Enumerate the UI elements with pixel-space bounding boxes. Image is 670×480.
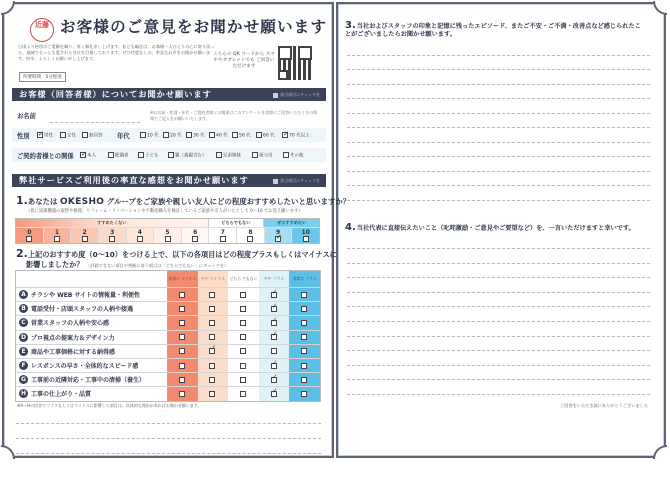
checkbox[interactable]: [168, 152, 174, 158]
check-note: 該当項目にチェックを: [273, 88, 320, 101]
age-label: 年代: [117, 133, 130, 140]
gender-option-no-answer[interactable]: 無回答: [82, 132, 103, 139]
checkbox[interactable]: [301, 377, 307, 383]
checkbox[interactable]: [209, 320, 215, 326]
question-1-note: （仮に設備機器の取替や修理、リフォーム・リノベーションや不動産購入を検討しているご家族や友人がいたとして 0〜10 でお答え願います）: [26, 209, 303, 214]
scale-cells: [16, 227, 319, 243]
answer-line[interactable]: [347, 185, 650, 186]
answer-line[interactable]: [16, 453, 321, 454]
letter-badge-icon: C: [19, 318, 28, 327]
scale-option-2[interactable]: 2: [71, 227, 99, 243]
checkbox[interactable]: [109, 236, 115, 242]
checkbox[interactable]: [271, 377, 277, 383]
question-4: 4.当社代表に直接伝えたいこと（叱咤激励・ご意見やご要望など）を、一言いただけますと幸いです。: [345, 222, 635, 233]
age-option-70s-plus[interactable]: ✓ 70 代以上: [282, 132, 310, 139]
checkbox[interactable]: [54, 236, 60, 242]
answer-line[interactable]: [347, 336, 650, 337]
checkbox[interactable]: [271, 292, 277, 298]
relation-option-other[interactable]: その他: [283, 152, 304, 159]
checkbox[interactable]: [301, 391, 307, 397]
gender-option-female[interactable]: 女性: [60, 132, 76, 139]
age-option-30s[interactable]: 30 代: [186, 132, 205, 139]
checkbox[interactable]: [240, 306, 246, 312]
checkbox[interactable]: [209, 391, 215, 397]
checkbox[interactable]: [271, 306, 277, 312]
answer-line[interactable]: [347, 98, 650, 99]
seal-stamp-icon: 近藤: [30, 18, 54, 42]
checkbox[interactable]: [240, 377, 246, 383]
scale-option-6[interactable]: 6: [182, 227, 210, 243]
section-title: お客様（回答者様）についてお聞かせ願います: [19, 89, 212, 99]
answer-line[interactable]: [347, 277, 650, 278]
checkbox[interactable]: [301, 292, 307, 298]
column-very-negative: 非常に マイナス: [167, 271, 198, 287]
checkbox[interactable]: [240, 292, 246, 298]
checkbox[interactable]: [179, 334, 185, 340]
checkbox[interactable]: [82, 236, 88, 242]
checkbox[interactable]: [26, 236, 32, 242]
age-option-10s[interactable]: 10 代: [140, 132, 159, 139]
answer-line[interactable]: [347, 292, 650, 293]
relation-label: ご契約者様との関係: [17, 153, 74, 160]
column-somewhat-positive: やや プラス: [259, 271, 290, 287]
checkbox[interactable]: [240, 363, 246, 369]
checkbox[interactable]: [179, 292, 185, 298]
checkbox[interactable]: [137, 236, 143, 242]
question-3: 3.当社およびスタッフの印象と記憶に残ったエピソード、またご不安・ご不満・改善点など感じられたことがございましたらお聞かせ願います。: [345, 20, 641, 38]
checkbox[interactable]: [186, 132, 192, 138]
checkbox[interactable]: [240, 348, 246, 354]
age-option-40s[interactable]: 40 代: [209, 132, 228, 139]
answer-line[interactable]: [347, 171, 650, 172]
checkbox[interactable]: [60, 132, 66, 138]
grid-header-row: [16, 271, 320, 287]
checkbox[interactable]: [216, 152, 222, 158]
checkbox[interactable]: [140, 132, 146, 138]
answer-line[interactable]: [347, 113, 650, 114]
answer-line[interactable]: [347, 263, 650, 264]
section-header-respondent: [12, 88, 326, 101]
relation-option-parent[interactable]: 親（義親含む）: [168, 152, 207, 159]
scale-option-5[interactable]: 5: [154, 227, 182, 243]
checkbox[interactable]: [283, 152, 289, 158]
checkbox[interactable]: [271, 348, 277, 354]
checkbox[interactable]: [282, 132, 288, 138]
scale-group-headers: [16, 219, 319, 227]
answer-line[interactable]: [347, 156, 650, 157]
scale-option-8[interactable]: 8: [237, 227, 265, 243]
checkbox[interactable]: [256, 132, 262, 138]
checkbox[interactable]: [179, 377, 185, 383]
checkbox[interactable]: [165, 236, 171, 242]
grid-row-g: G 工事前の近隣対応・工事中の清掃（養生） ✓: [16, 372, 320, 386]
column-neutral: どちら でもない: [228, 271, 259, 287]
checkbox[interactable]: [220, 236, 226, 242]
checkbox[interactable]: [240, 334, 246, 340]
checkbox[interactable]: [209, 363, 215, 369]
scale-option-10[interactable]: 10: [292, 227, 319, 243]
checkbox[interactable]: [179, 363, 185, 369]
scale-group-recommend: ぜひすすめたい: [264, 219, 319, 227]
answer-line[interactable]: [347, 55, 650, 56]
letter-badge-icon: H: [20, 390, 27, 398]
frame-corner: [653, 445, 667, 459]
answer-line[interactable]: [347, 321, 650, 322]
checkbox[interactable]: [301, 348, 307, 354]
checkbox[interactable]: [179, 391, 185, 397]
checkbox[interactable]: [252, 152, 258, 158]
checkbox[interactable]: [271, 391, 277, 397]
check-note: 該当項目にチェックを: [273, 174, 320, 187]
checkbox[interactable]: [108, 152, 114, 158]
checkbox[interactable]: [271, 363, 277, 369]
column-somewhat-negative: やや マイナス: [198, 271, 229, 287]
answer-line[interactable]: [347, 127, 650, 128]
checkbox[interactable]: [192, 236, 198, 242]
qr-code-icon[interactable]: [278, 46, 312, 80]
column-very-positive: 非常に プラス: [289, 271, 320, 287]
checkbox[interactable]: [209, 377, 215, 383]
checkbox[interactable]: [271, 334, 277, 340]
scale-group-not-recommend: すすめたくない: [16, 219, 209, 227]
frame-corner: [1, 1, 15, 15]
grid-row-d: D プロ視点の提案力＆デザイン力 ✓: [16, 330, 320, 344]
letter-badge-icon: E: [19, 347, 28, 356]
question-2: 2.上記のおすすめ度（0〜10）をつける上で、以下の各項目はどの程度プラスもしくはマイナスに 影響しましたか？ （評価できない項目や判断に迷う項目は「どちらでもない」にチェックを）: [16, 247, 337, 269]
impact-rating-grid: [15, 270, 321, 402]
scale-option-0[interactable]: 0: [16, 227, 44, 243]
checkbox[interactable]: [240, 391, 246, 397]
answer-line[interactable]: [347, 394, 650, 395]
frame-corner: [653, 1, 667, 15]
name-note: ※お名前・性別・年代・ご契約者様との関係はこのアンケートを実際にご回答いただく方の情報でご記入をお願いいたします。: [150, 110, 318, 121]
letter-badge-icon: G: [19, 375, 28, 384]
grid-row-a: A チラシや WEB サイトの情報量・利便性 ✓: [16, 287, 320, 301]
relation-option-child[interactable]: 子ども: [138, 152, 159, 159]
answer-line[interactable]: [16, 423, 321, 424]
grid-row-b: B 電話受付・店頭スタッフの人柄や接遇 ✓: [16, 301, 320, 315]
relation-option-self[interactable]: ✓ 本人: [80, 152, 96, 159]
time-required-badge: 所要時間 5分程度: [19, 72, 66, 82]
brand-name: OKESHO: [59, 197, 105, 207]
scale-option-7[interactable]: 7: [209, 227, 237, 243]
answer-line[interactable]: [347, 306, 650, 307]
answer-line[interactable]: [347, 142, 650, 143]
checkbox[interactable]: [301, 320, 307, 326]
checkbox[interactable]: [301, 306, 307, 312]
answer-line[interactable]: [16, 438, 321, 439]
intro-text: 日頃より格別のご愛顧を賜り、厚く御礼申し上げます。私ども嶋任は、お客様一人ひとりの心に寄り添った、地域でもっとも愛される会社を目指しております。ぜひ忖度なしの、率直なお声をお聞かせ願います。何卒、よろしくお願い申し上げます。: [18, 44, 215, 61]
age-option-60s[interactable]: 60 代: [256, 132, 275, 139]
scale-option-4[interactable]: 4: [127, 227, 155, 243]
age-option-50s[interactable]: 50 代: [232, 132, 251, 139]
checkbox[interactable]: [179, 320, 185, 326]
name-field[interactable]: [50, 122, 140, 123]
letter-badge-icon: D: [19, 333, 28, 342]
checkbox-icon: [273, 179, 278, 184]
checkbox[interactable]: [82, 132, 88, 138]
checkbox[interactable]: [271, 320, 277, 326]
checkbox[interactable]: [37, 132, 43, 138]
answer-line[interactable]: [347, 84, 650, 85]
checkbox[interactable]: [163, 132, 169, 138]
question-2-followup-note: ※A〜Hの回答でプラスもしくはマイナスに影響した項目は、具体的な理由があればお聞かせ願います。: [17, 403, 202, 408]
letter-badge-icon: B: [19, 304, 28, 313]
scale-option-3[interactable]: 3: [99, 227, 127, 243]
gender-option-male[interactable]: ✓ 男性: [37, 132, 53, 139]
grid-row-e: E 商品や工事価格に対する納得感 ✓: [16, 344, 320, 358]
checkbox[interactable]: [80, 152, 86, 158]
name-label: お名前: [17, 113, 36, 120]
checkbox[interactable]: [247, 236, 253, 242]
grid-row-f: F レスポンスの早さ・全体的なスピード感 ✓: [16, 358, 320, 372]
age-option-20s[interactable]: 20 代: [163, 132, 182, 139]
answer-line[interactable]: [347, 69, 650, 70]
answer-line[interactable]: [347, 350, 650, 351]
checkbox[interactable]: [138, 152, 144, 158]
qr-instructions: こちらの QR コードから スマホやタブレットでも ご回答いただけます: [213, 52, 275, 69]
scale-group-neutral: どちらでもない: [209, 219, 265, 227]
frame-corner: [1, 445, 15, 459]
question-1: 1.あなたは OKESHO グループをご家族や親しい友人にどの程度おすすめしたいと思いますか？: [16, 194, 351, 207]
checkbox[interactable]: [209, 292, 215, 298]
checkbox[interactable]: [275, 236, 281, 242]
section-title: 弊社サービスご利用後の率直な感想をお聞かせ願います: [19, 175, 249, 185]
checkbox[interactable]: [209, 132, 215, 138]
checkbox[interactable]: [301, 363, 307, 369]
thank-you-note: ご回答をいただき誠にありがとうございました: [560, 403, 648, 408]
answer-line[interactable]: [347, 200, 650, 201]
answer-line[interactable]: [347, 379, 650, 380]
page-title: お客様のご意見をお聞かせ願います: [60, 18, 328, 36]
answer-line[interactable]: [347, 248, 650, 249]
letter-badge-icon: F: [19, 361, 28, 370]
checkbox[interactable]: [303, 236, 309, 242]
checkbox[interactable]: [209, 306, 215, 312]
scale-option-1[interactable]: 1: [44, 227, 72, 243]
recommendation-scale: [15, 218, 320, 244]
letter-badge-icon: A: [19, 290, 28, 299]
scale-option-9[interactable]: [265, 227, 293, 243]
answer-line[interactable]: [347, 365, 650, 366]
checkbox[interactable]: [179, 306, 185, 312]
checkbox[interactable]: [240, 320, 246, 326]
section-header-feedback: [12, 174, 326, 187]
checkbox-icon: [273, 93, 278, 98]
checkbox[interactable]: [232, 132, 238, 138]
grid-row-c: C 営業スタッフの人柄や安心感 ✓: [16, 315, 320, 329]
checkbox[interactable]: [301, 334, 307, 340]
checkbox[interactable]: [179, 348, 185, 354]
relation-option-spouse[interactable]: 配偶者: [108, 152, 129, 159]
checkbox[interactable]: [209, 334, 215, 340]
checkbox[interactable]: [209, 348, 215, 354]
relation-option-sibling[interactable]: 兄弟姉妹: [216, 152, 241, 159]
grid-row-h: H 工事の仕上がり・品質 ✓: [16, 386, 320, 400]
relation-option-grandparent[interactable]: 祖父母: [252, 152, 273, 159]
gender-label: 性別: [17, 133, 30, 140]
